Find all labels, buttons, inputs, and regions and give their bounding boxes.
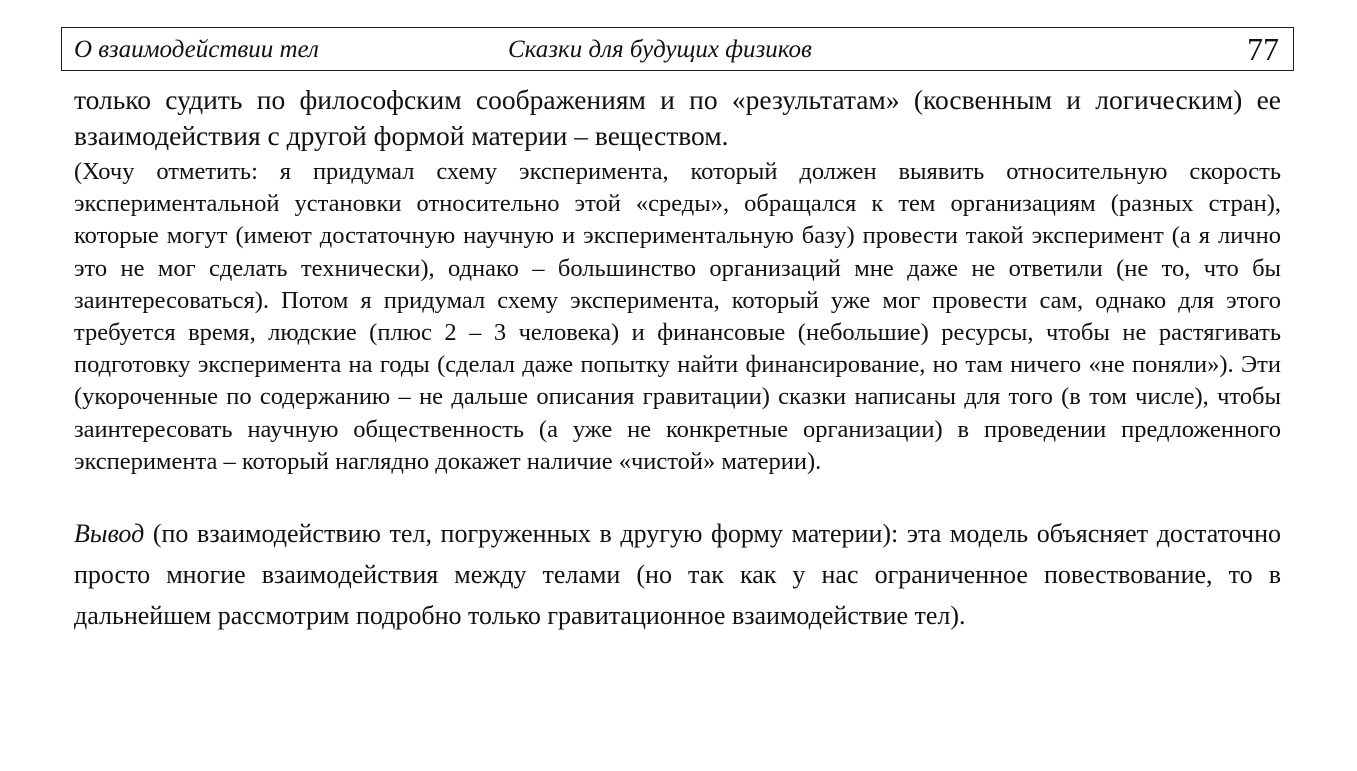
conclusion-lead: Вывод [74, 519, 145, 549]
header-section-title: О взаимодействии тел [74, 36, 319, 63]
note-paragraph: (Хочу отметить: я придумал схему эксперимента, который должен выявить относительную скорость экспериментальной установки относительно этой «среды», обращался к тем организациям (разных стран), которые могут (имеют достаточную научную и экспериментальную базу) провести такой эксперимент (а я лично это не мог сделать технически), однако – большинство организаций мне даже не ответили (не то, что бы заинтересоваться). Потом я придумал схему эксперимента, который уже мог провести сам, однако для этого требуется время, людские (плюс 2 – 3 человека) и финансовые (небольшие) ресурсы, чтобы не растягивать подготовку эксперимента на годы (сделал даже попытку найти финансирование, но там ничего «не поняли»). Эти (укороченные по содержанию – не дальше описания гравитации) сказки написаны для того (в том числе), чтобы заинтересовать научную общественность (а уже не конкретные организации) в проведении предложенного эксперимента – который наглядно докажет наличие «чистой» материи). [74, 158, 1281, 475]
page-number: 77 [1247, 31, 1279, 67]
page-content [74, 82, 1281, 636]
conclusion-text: (по взаимодействию тел, погруженных в другую форму материи): эта модель объясняет достаточно просто многие взаимодействия между телами (но так как у нас ограниченное повествование, то в дальнейшем рассмотрим подробно только гравитационное взаимодействие тел). [74, 519, 1281, 631]
header-book-title: Сказки для будущих физиков [508, 36, 812, 63]
conclusion-paragraph [74, 513, 1281, 636]
intro-paragraph: только судить по философским соображениям и по «результатам» (косвенным и логическим) ее взаимодействия с другой формой материи – веществом. [74, 84, 1281, 151]
page-header [61, 27, 1294, 71]
